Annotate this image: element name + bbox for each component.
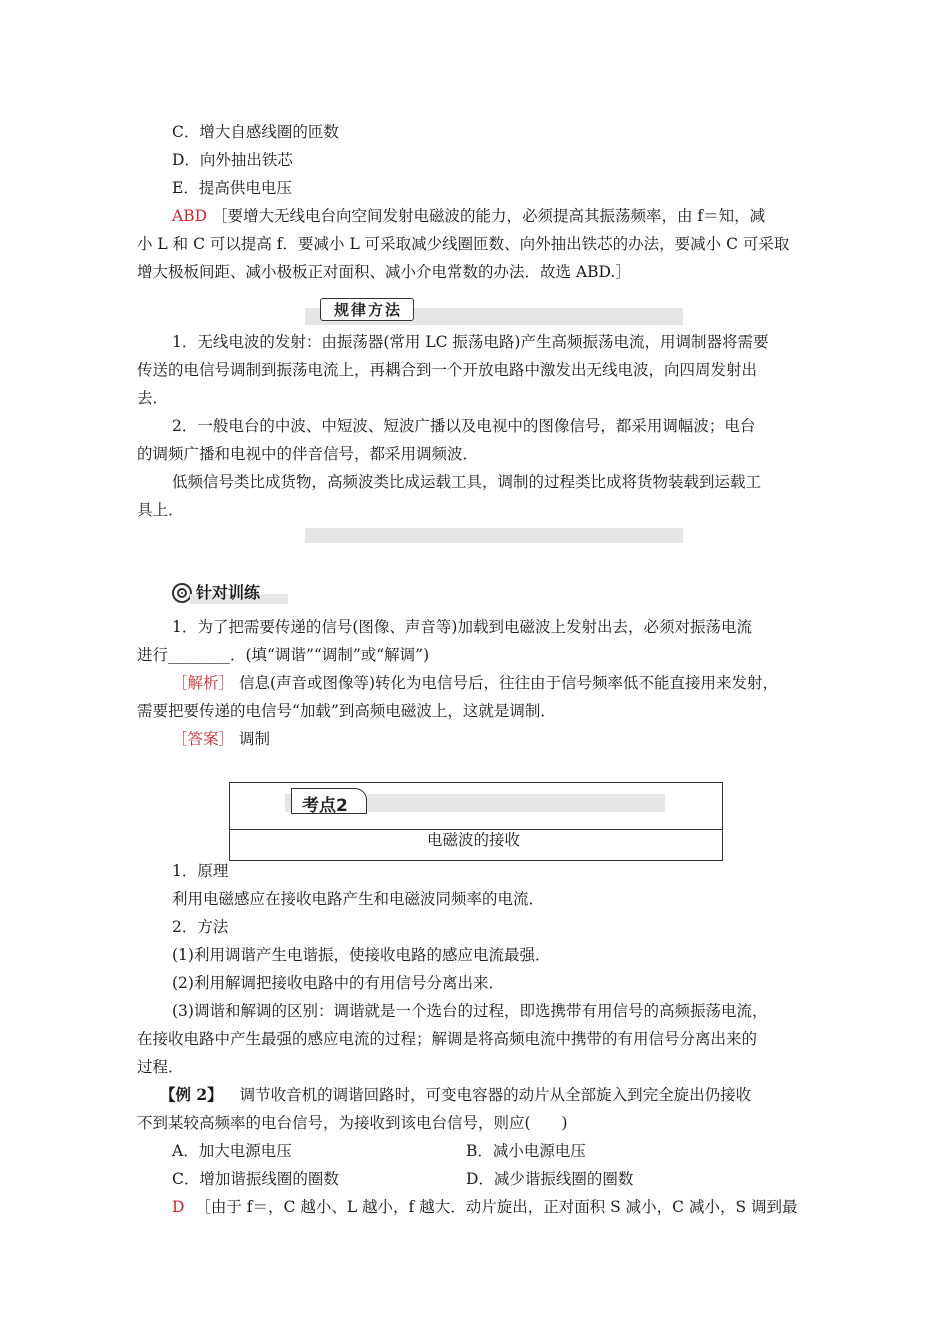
example2-answer-text: ［由于 f＝，C 越小、L 越小，f 越大．动片旋出，正对面积 S 减小，C 减小，S 调到最: [195, 1198, 798, 1216]
guilv-line-1: 1．无线电波的发射：由振荡器(常用 LC 振荡电路)产生高频振荡电流，用调制器将需要: [172, 333, 769, 351]
jiexi-label: ［解析］: [172, 674, 235, 692]
jiexi-line1: [172, 673, 778, 693]
body2-line-2: 利用电磁感应在接收电路产生和电磁波同频率的电流．: [172, 890, 545, 908]
answer-label: ABD: [172, 207, 208, 225]
example2-option-c: C．增加谐振线圈的圈数: [172, 1170, 339, 1188]
option-c: C．增大自感线圈的匝数: [172, 123, 339, 141]
example2-answer-label: D: [172, 1198, 185, 1216]
guilv-line-3: 去．: [137, 389, 169, 407]
guilv-banner-title: 规律方法: [334, 301, 403, 319]
option-e: E．提高供电电压: [172, 179, 292, 197]
body2-line-4: (1)利用调谐产生电谐振，使接收电路的感应电流最强．: [172, 946, 551, 964]
answer-text-line1: ［要增大无线电台向空间发射电磁波的能力，必须提高其振荡频率，由 f＝知，减: [211, 207, 766, 225]
guilv-line-4: 2．一般电台的中波、中短波、短波广播以及电视中的图像信号，都采用调幅波；电台: [172, 417, 756, 435]
body2-line-3: 2．方法: [172, 918, 229, 936]
daan-label: ［答案］: [172, 730, 235, 748]
guilv-line-5: 的调频广播和电视中的伴音信号，都采用调频波．: [137, 445, 479, 463]
zhendui-title: 针对训练: [196, 583, 261, 602]
kaodian-label: 考点2: [302, 796, 348, 816]
example2-answer-line: [172, 1197, 798, 1217]
guilv-line-6: 低频信号类比成货物，高频波类比成运载工具，调制的过程类比成将货物装载到运载工: [172, 473, 762, 491]
guilv-line-7: 具上．: [137, 501, 184, 519]
answer-block-1: [172, 206, 765, 226]
zhendui-question-line2: 进行________．(填“调谐”“调制”或“解调”): [137, 646, 430, 664]
jiexi-line2: 需要把要传递的电信号“加载”到高频电磁波上，这就是调制．: [137, 702, 556, 720]
example2-option-b: B．减小电源电压: [466, 1142, 586, 1160]
body2-line-8: 过程．: [137, 1058, 184, 1076]
body2-line-6: (3)调谐和解调的区别：调谐就是一个选台的过程，即选携带有用信号的高频振荡电流，: [172, 1002, 768, 1020]
daan-line: [172, 729, 270, 749]
example2-line2: 不到某较高频率的电台信号，为接收到该电台信号，则应( ): [137, 1114, 568, 1132]
option-d: D．向外抽出铁芯: [172, 151, 293, 169]
zhendui-question-line1: 1．为了把需要传递的信号(图像、声音等)加载到电磁波上发射出去，必须对振荡电流: [172, 618, 752, 636]
example2-text-1: 调节收音机的调谐回路时，可变电容器的动片从全部旋入到完全旋出仍接收: [239, 1086, 752, 1104]
body2-line-1: 1．原理: [172, 862, 229, 880]
body2-line-7: 在接收电路中产生最强的感应电流的过程；解调是将高频电流中携带的有用信号分离出来的: [137, 1030, 758, 1048]
section-divider-bar: [305, 528, 683, 543]
kaodian-title: 电磁波的接收: [427, 831, 521, 849]
answer-text-line3: 增大极板间距、减小极板正对面积、减小介电常数的办法．故选 ABD.］: [137, 263, 631, 281]
body2-line-5: (2)利用解调把接收电路中的有用信号分离出来．: [172, 974, 504, 992]
guilv-line-2: 传送的电信号调制到振荡电流上，再耦合到一个开放电路中激发出无线电波，向四周发射出: [137, 361, 758, 379]
daan-text: 调制: [238, 730, 270, 748]
example2-label: 【例 2】: [160, 1085, 223, 1104]
jiexi-text-1: 信息(声音或图像等)转化为电信号后，往往由于信号频率低不能直接用来发射，: [238, 674, 779, 692]
example2-line1: [160, 1085, 751, 1105]
answer-text-line2: 小 L 和 C 可以提高 f．要减小 L 可采取减少线圈匝数、向外抽出铁芯的办法，要减小 C 可采取: [137, 235, 790, 253]
example2-option-a: A．加大电源电压: [172, 1142, 292, 1160]
example2-option-d: D．减少谐振线圈的圈数: [466, 1170, 634, 1188]
target-icon: [172, 583, 192, 603]
